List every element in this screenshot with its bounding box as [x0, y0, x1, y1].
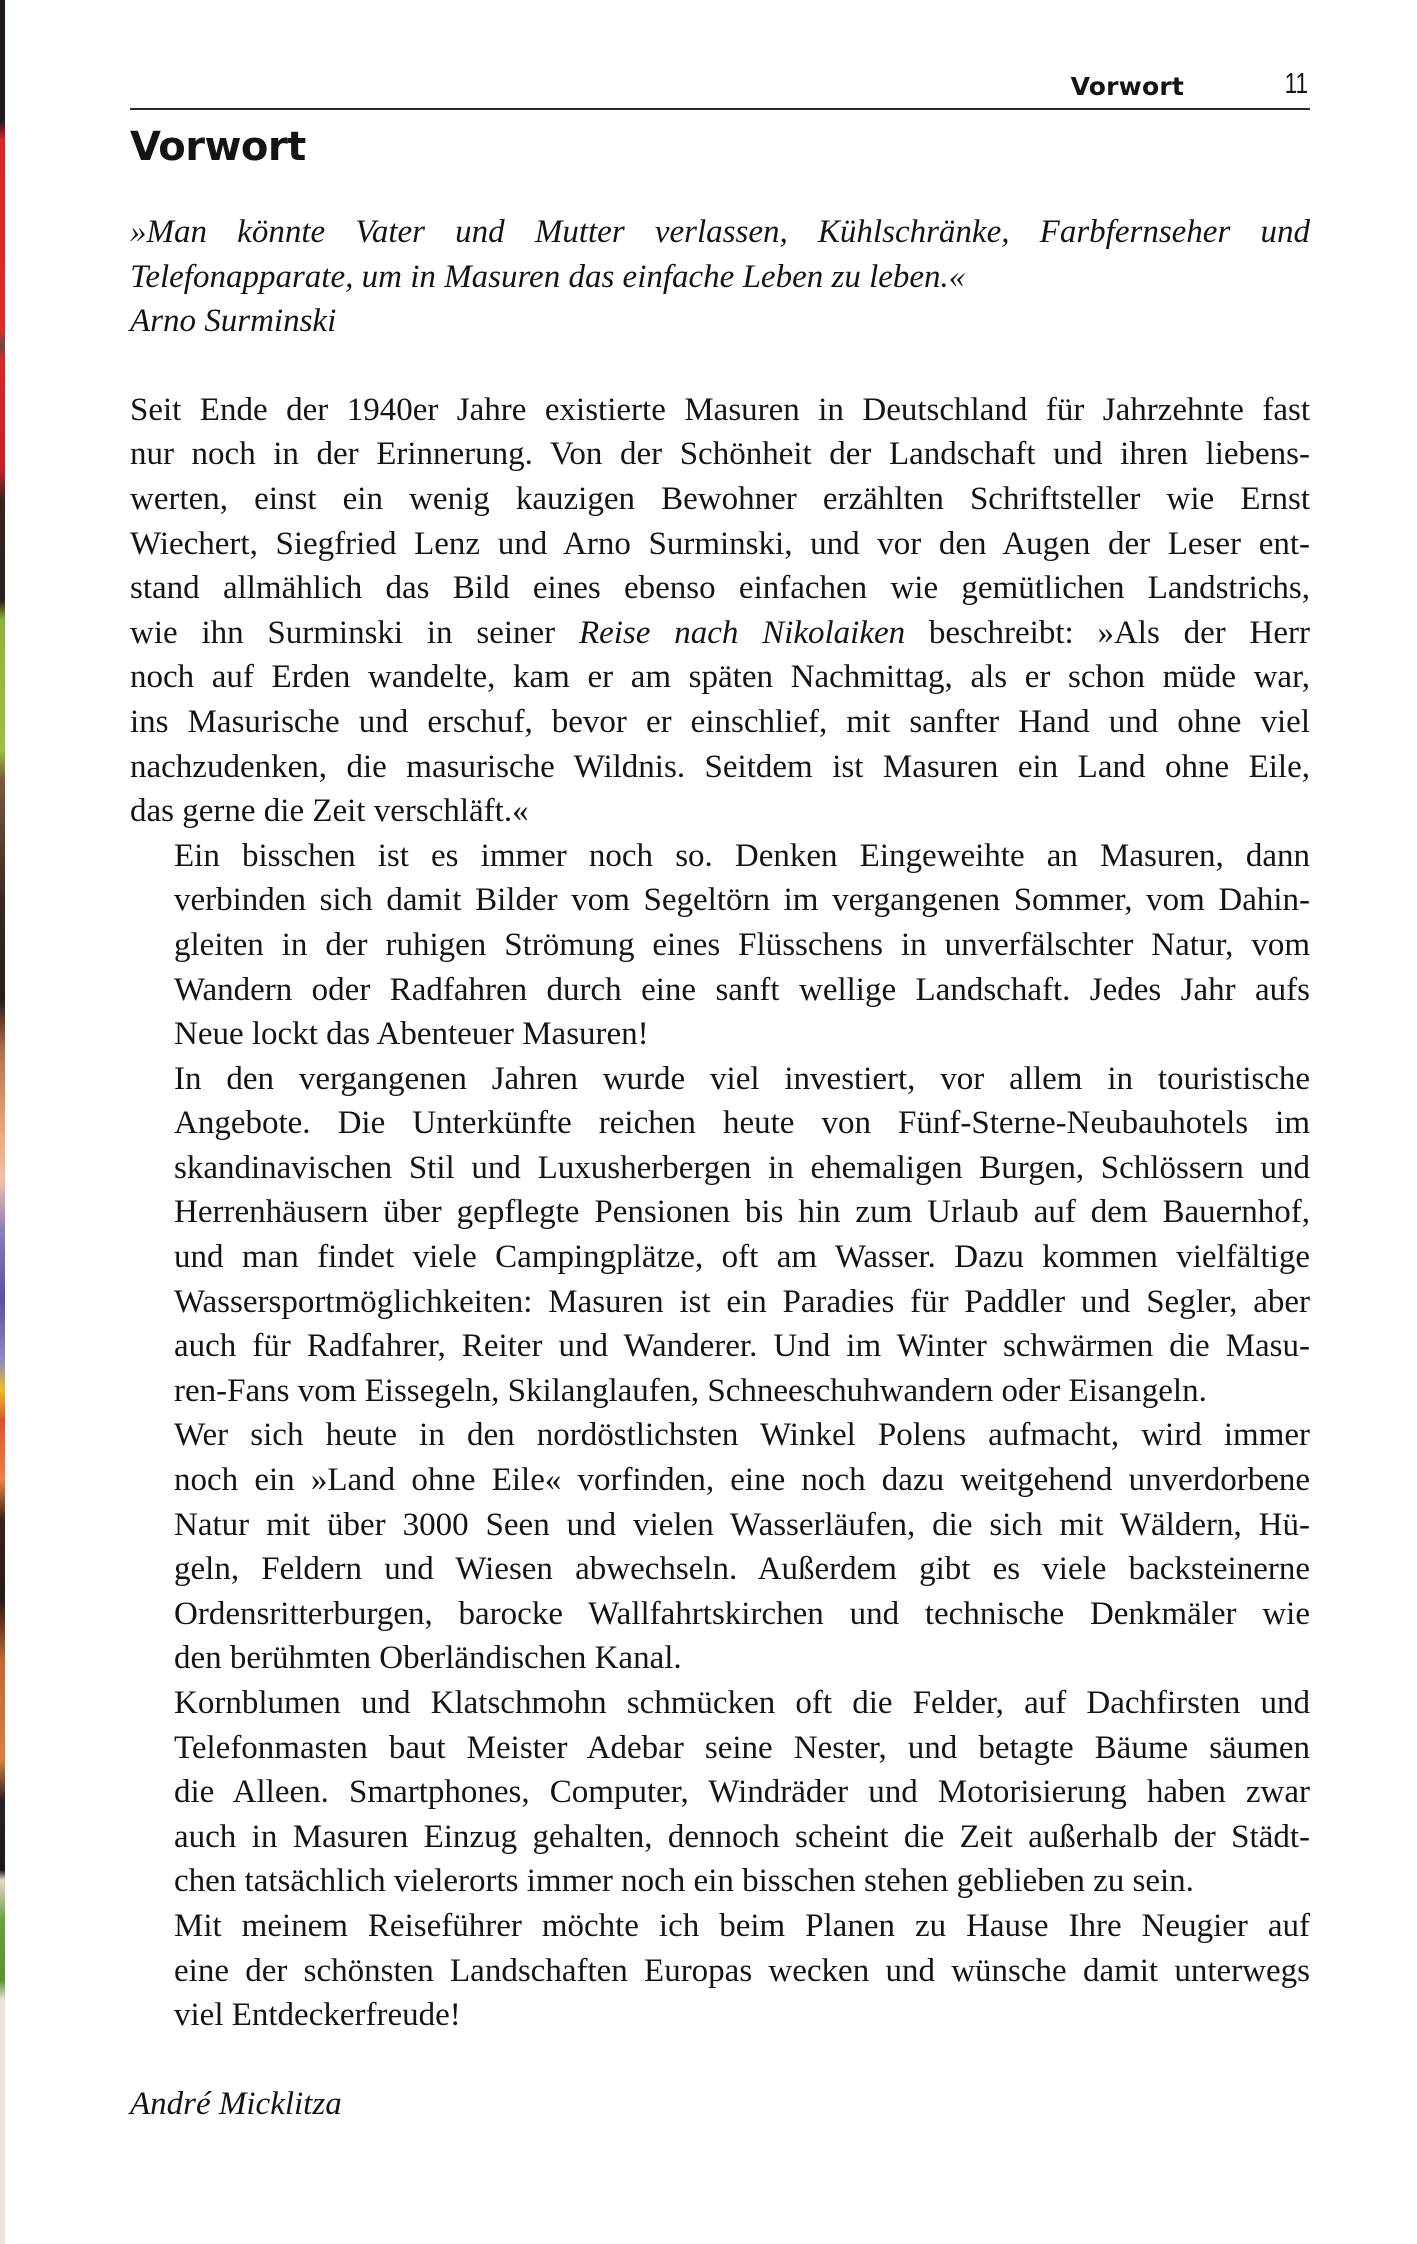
text-line: Herrenhäusern über gepflegte Pensionen bis hin zum Urlaub auf dem Bauernhof,: [174, 1194, 1310, 1231]
text-line: auch für Radfahrer, Reiter und Wanderer. Und im Winter schwärmen die Masu-: [174, 1328, 1310, 1365]
text-line: nachzudenken, die masurische Wildnis. Seitdem ist Masuren ein Land ohne Eile,: [130, 748, 1310, 785]
paragraph: [130, 1057, 1310, 1414]
signature: André Micklitza: [130, 2085, 342, 2122]
paragraphs: [130, 388, 1310, 2038]
text-line: verbinden sich damit Bilder vom Segeltörn im vergangenen Sommer, vom Dahin-: [174, 882, 1310, 919]
book-title-italic: Reise nach Nikolaiken: [578, 614, 906, 651]
text-line: Wassersportmöglichkeiten: Masuren ist ein Paradies für Paddler und Segler, aber: [174, 1283, 1310, 1320]
text-line: stand allmählich das Bild eines ebenso einfachen wie gemütlichen Landstrichs,: [130, 570, 1310, 607]
text-line: Wer sich heute in den nordöstlichsten Winkel Polens aufmacht, wird immer: [174, 1417, 1310, 1454]
text-segment: wie ihn Surminski in seiner: [130, 614, 579, 651]
text-line: und man findet viele Campingplätze, oft am Wasser. Dazu kommen vielfältige: [174, 1239, 1310, 1276]
page-number: 11: [1284, 68, 1308, 100]
text-line: Seit Ende der 1940er Jahre existierte Masuren in Deutschland für Jahrzehnte fast: [130, 391, 1310, 428]
epigraph-line: »Man könnte Vater und Mutter verlassen, Kühlschränke, Farbfernseher und: [130, 214, 1310, 250]
paragraph: [130, 1681, 1310, 1904]
text-line: In den vergangenen Jahren wurde viel investiert, vor allem in touristische: [174, 1060, 1310, 1097]
text-line: werten, einst ein wenig kauzigen Bewohner erzählten Schriftsteller wie Ernst: [130, 480, 1310, 517]
text-line: ren-Fans vom Eissegeln, Skilanglaufen, Schneeschuhwandern oder Eisangeln.: [174, 1372, 1207, 1409]
chapter-title: Vorwort: [130, 124, 306, 170]
text-line: Natur mit über 3000 Seen und vielen Wasserläufen, die sich mit Wäldern, Hü-: [174, 1506, 1310, 1543]
text-line: die Alleen. Smartphones, Computer, Windräder und Motorisierung haben zwar: [174, 1774, 1310, 1811]
epigraph-author: Arno Surminski: [130, 303, 337, 340]
text-line: den berühmten Oberländischen Kanal.: [174, 1640, 682, 1677]
text-line: das gerne die Zeit verschläft.«: [130, 793, 529, 830]
paragraph: [130, 834, 1310, 1057]
text-line: noch ein »Land ohne Eile« vorfinden, eine noch dazu weitgehend unverdorbene: [174, 1462, 1310, 1499]
text-line: geln, Feldern und Wiesen abwechseln. Außerdem gibt es viele backsteinerne: [174, 1551, 1310, 1588]
text-line: Kornblumen und Klatschmohn schmücken oft die Felder, auf Dachfirsten und: [174, 1685, 1310, 1721]
text-line: noch auf Erden wandelte, kam er am späten Nachmittag, als er schon müde war,: [130, 659, 1310, 696]
body-text: [130, 210, 1310, 2126]
text-line: Wiechert, Siegfried Lenz und Arno Surminski, und vor den Augen der Leser ent-: [130, 525, 1310, 562]
text-line: Neue lockt das Abenteuer Masuren!: [174, 1016, 649, 1053]
text-line: Ordensritterburgen, barocke Wallfahrtskirchen und technische Denkmäler wie: [174, 1595, 1310, 1632]
text-line: Mit meinem Reiseführer möchte ich beim Planen zu Hause Ihre Neugier auf: [174, 1907, 1310, 1944]
text-segment: beschreibt: »Als der Herr: [905, 614, 1310, 651]
running-head-title: Vorwort: [1070, 72, 1184, 101]
text-line: Ein bisschen ist es immer noch so. Denken Eingeweihte an Masuren, dann: [174, 837, 1310, 874]
text-line: auch in Masuren Einzug gehalten, dennoch scheint die Zeit außerhalb der Städt-: [174, 1818, 1310, 1855]
text-line: ins Masurische und erschuf, bevor er einschlief, mit sanfter Hand und ohne viel: [130, 703, 1310, 740]
text-line: skandinavischen Stil und Luxusherbergen in ehemaligen Burgen, Schlössern und: [174, 1149, 1310, 1186]
text-line: chen tatsächlich vielerorts immer noch ein bisschen stehen geblieben zu sein.: [174, 1863, 1194, 1900]
running-head: [130, 60, 1310, 110]
text-line: [130, 611, 1310, 656]
paragraph: [130, 388, 1310, 834]
paragraph: [130, 1413, 1310, 1681]
paragraph: [130, 1904, 1310, 2038]
text-line: eine der schönsten Landschaften Europas wecken und wünsche damit unterwegs: [174, 1952, 1310, 1989]
text-line: viel Entdeckerfreude!: [174, 1997, 461, 2034]
text-line: Wandern oder Radfahren durch eine sanft wellige Landschaft. Jedes Jahr aufs: [174, 971, 1310, 1008]
text-line: gleiten in der ruhigen Strömung eines Flüsschens in unverfälschter Natur, vom: [174, 926, 1310, 963]
epigraph: [130, 210, 1310, 299]
text-line: nur noch in der Erinnerung. Von der Schönheit der Landschaft und ihren liebens-: [130, 436, 1310, 473]
text-line: Telefonmasten baut Meister Adebar seine Nester, und betagte Bäume säumen: [174, 1729, 1310, 1766]
text-line: Angebote. Die Unterkünfte reichen heute von Fünf-Sterne-Neubauhotels im: [174, 1105, 1310, 1142]
page-edge-strip: [0, 0, 5, 2244]
epigraph-line: Telefonapparate, um in Masuren das einfache Leben zu leben.«: [130, 258, 966, 295]
